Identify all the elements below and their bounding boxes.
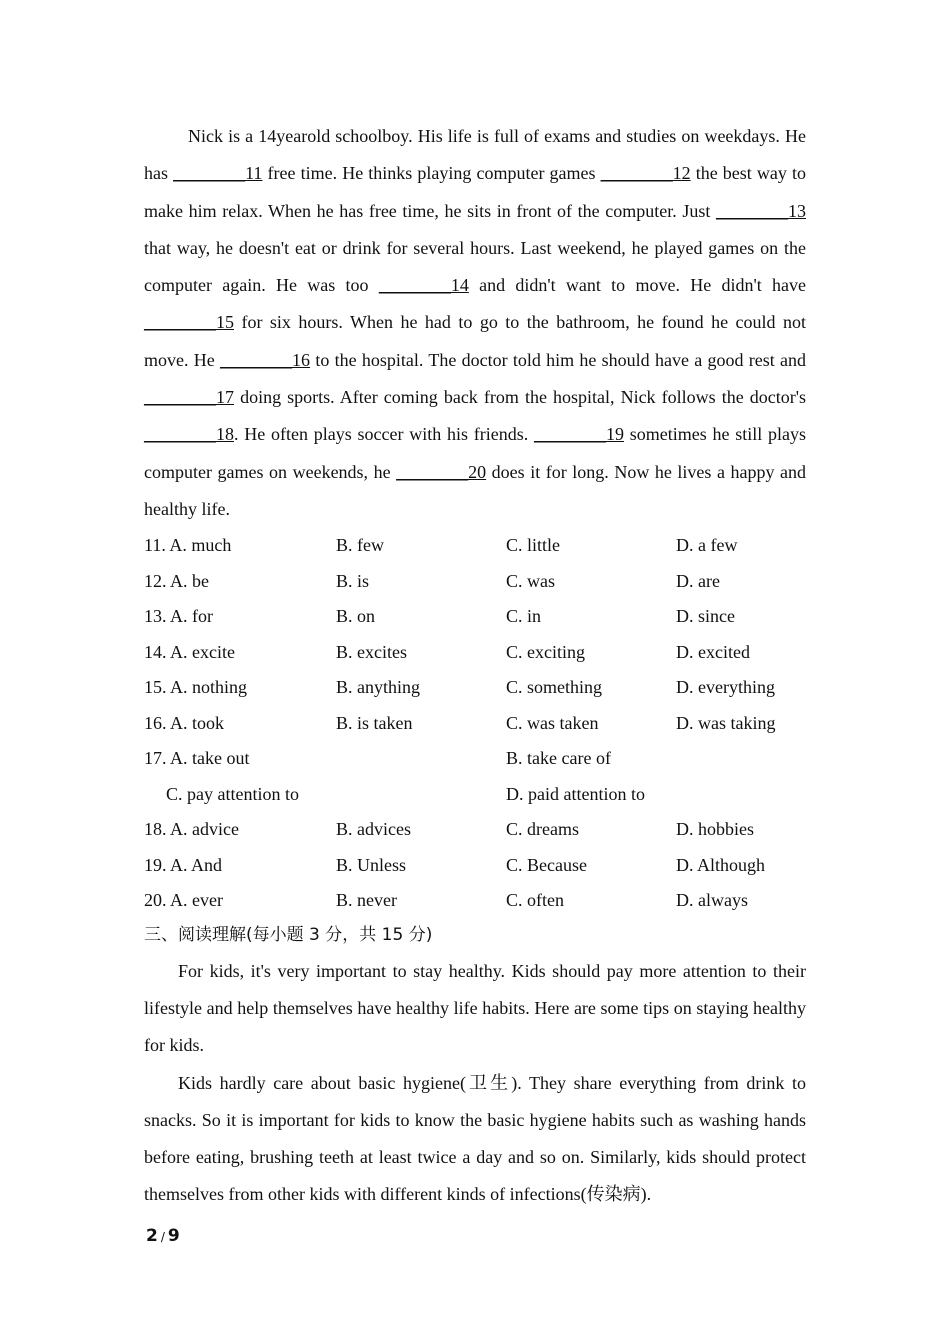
- option-b: B. on: [336, 606, 376, 626]
- option-b: B. anything: [336, 677, 420, 697]
- option-row-11: [144, 528, 806, 564]
- cloze-paragraph: [144, 118, 806, 528]
- option-b: B. is taken: [336, 712, 413, 733]
- option-b: B. Unless: [336, 854, 407, 875]
- option-c: C. dreams: [506, 819, 579, 839]
- option-d: D. was taking: [676, 712, 776, 733]
- option-c: C. exciting: [506, 641, 585, 662]
- option-row-19: [144, 848, 806, 884]
- option-row-16: [144, 706, 806, 742]
- option-row-17-cont: [144, 777, 806, 813]
- section-title: 三、阅读理解(每小题 3 分，共 15 分): [144, 925, 433, 945]
- option-c: C. was taken: [506, 712, 599, 733]
- option-a: 12. A. be: [144, 570, 209, 591]
- passage-text: doing sports. After coming back from the hospital, Nick follows the doctor's: [234, 387, 806, 408]
- blank-11: ________11: [173, 163, 263, 184]
- passage-text: to the hospital. The doctor told him he should have a good rest and: [310, 349, 807, 370]
- blank-13: ________13: [716, 200, 806, 221]
- option-b: B. take care of: [506, 748, 611, 768]
- blank-15: ________15: [144, 312, 234, 333]
- option-a: 14. A. excite: [144, 641, 235, 662]
- current-page: 2: [146, 1226, 158, 1246]
- passage-text: . He often plays soccer with his friends.: [234, 424, 534, 445]
- answer-options: [144, 528, 806, 919]
- reading-paragraph-2: Kids hardly care about basic hygiene(卫生). They share everything from drink to snacks. So it is important for kids to know the basic hygiene habits such as washing hands before eating, brushing teeth at least twice a day and so on. Similarly, kids should protect themselves from other kids with different kinds of infections(传染病).: [144, 1072, 806, 1205]
- blank-19: ________19: [533, 424, 624, 445]
- option-c: C. often: [506, 890, 564, 910]
- option-d: D. hobbies: [676, 819, 754, 839]
- option-b: B. excites: [336, 641, 407, 662]
- option-d: D. since: [676, 606, 735, 626]
- option-a: 11. A. much: [144, 535, 232, 555]
- reading-passage: [144, 953, 806, 1213]
- option-c: C. something: [506, 677, 603, 697]
- option-d: D. paid attention to: [506, 783, 645, 804]
- total-pages: 9: [167, 1226, 180, 1246]
- option-row-15: [144, 670, 806, 706]
- option-a: 20. A. ever: [144, 890, 223, 910]
- option-d: D. Although: [676, 854, 766, 875]
- passage-text: free time. He thinks playing computer games: [262, 163, 601, 184]
- option-row-14: [144, 635, 806, 671]
- option-d: D. always: [676, 890, 748, 910]
- reading-paragraph-1: For kids, it's very important to stay healthy. Kids should pay more attention to their lifestyle and help themselves have healthy life habits. Here are some tips on staying healthy for kids.: [144, 961, 806, 1056]
- passage-text: that way, he doesn't eat or drink for several hours. Last weekend, he played games on the computer again. He was too: [144, 237, 806, 296]
- page-number: [146, 1226, 180, 1246]
- passage-text: does it for long. Now he lives a happy and healthy life.: [144, 461, 807, 519]
- option-row-20: [144, 883, 806, 919]
- blank-16: ________16: [220, 349, 311, 370]
- blank-18: ________18: [144, 424, 234, 445]
- option-d: D. everything: [676, 677, 775, 697]
- option-c: C. pay attention to: [166, 783, 299, 804]
- option-a: 17. A. take out: [144, 748, 250, 768]
- option-a: 16. A. took: [144, 712, 225, 733]
- option-b: B. is: [336, 570, 370, 591]
- option-b: B. never: [336, 890, 397, 910]
- option-a: 18. A. advice: [144, 819, 239, 839]
- option-b: B. advices: [336, 819, 411, 839]
- passage-text: for six hours. When he had to go to the bathroom, he found he could not move. He: [144, 312, 806, 370]
- option-row-17: [144, 741, 806, 777]
- blank-12: ________12: [600, 163, 691, 184]
- option-d: D. excited: [676, 641, 750, 662]
- blank-17: ________17: [144, 387, 234, 408]
- passage-text: sometimes he still plays computer games on weekends, he: [144, 424, 806, 482]
- option-row-18: [144, 812, 806, 848]
- option-a: 15. A. nothing: [144, 677, 248, 697]
- option-row-12: [144, 564, 806, 600]
- option-d: D. are: [676, 570, 720, 591]
- option-a: 19. A. And: [144, 854, 223, 875]
- option-b: B. few: [336, 535, 384, 555]
- page-separator: /: [160, 1230, 165, 1244]
- option-c: C. was: [506, 570, 555, 591]
- option-a: 13. A. for: [144, 606, 213, 626]
- blank-14: ________14: [378, 275, 469, 296]
- cloze-passage: [144, 118, 806, 528]
- option-c: C. in: [506, 606, 542, 626]
- passage-text: the best way to make him relax. When he has free time, he sits in front of the computer. Just: [144, 163, 806, 221]
- option-c: C. little: [506, 535, 560, 555]
- option-row-13: [144, 599, 806, 635]
- option-d: D. a few: [676, 535, 738, 555]
- option-c: C. Because: [506, 854, 587, 875]
- passage-text: Nick is a 14yearold schoolboy. His life is full of exams and studies on weekdays. He has: [144, 126, 806, 184]
- passage-text: and didn't want to move. He didn't have: [468, 275, 807, 296]
- blank-20: ________20: [396, 461, 487, 482]
